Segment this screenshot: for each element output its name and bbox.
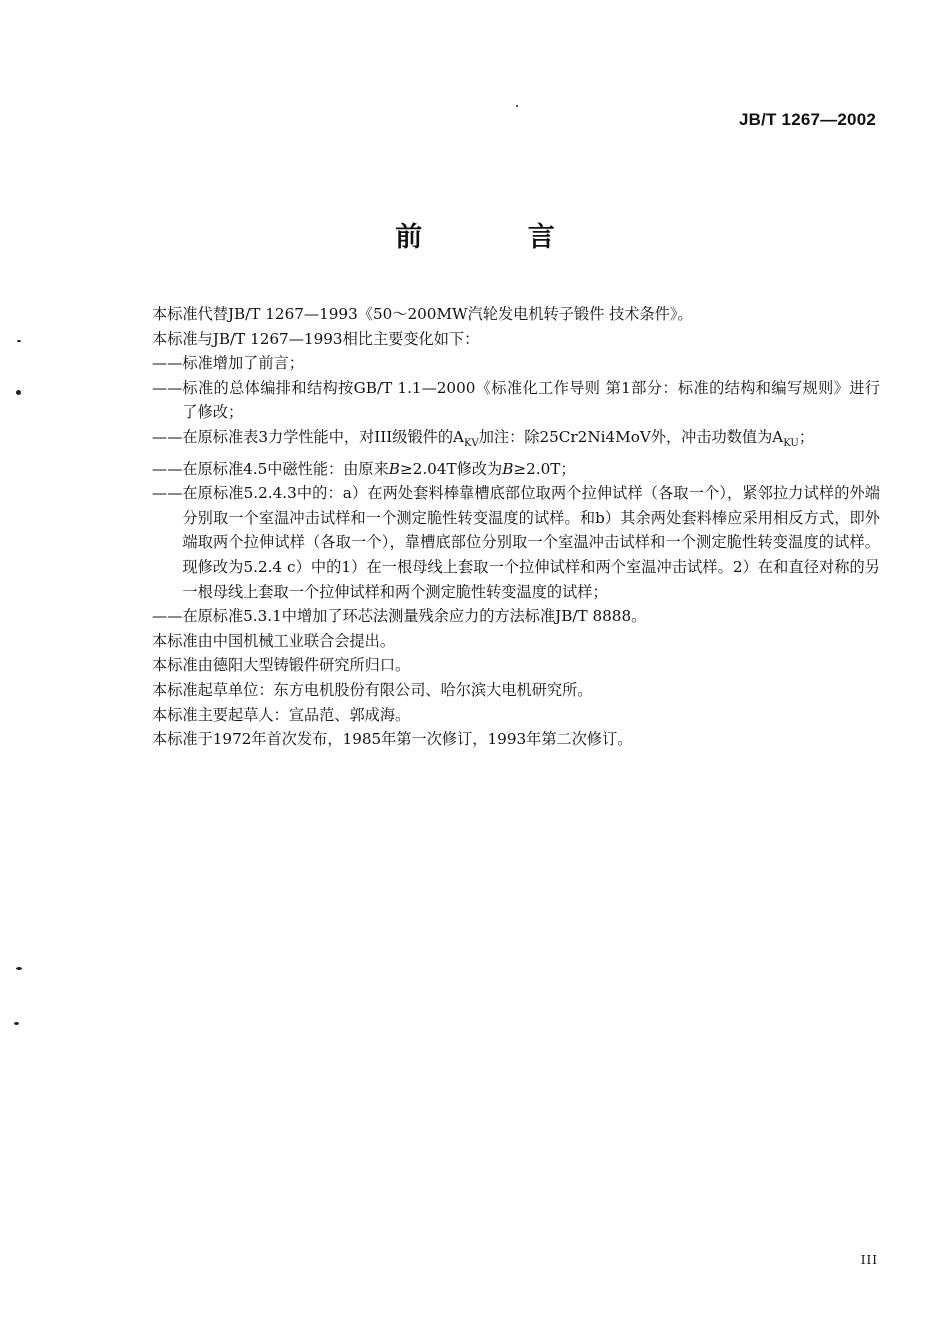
- item-text: 在原标准5.3.1中增加了环芯法测量残余应力的方法标准JB/T 8888。: [182, 607, 647, 626]
- scan-speck: [16, 390, 21, 395]
- page-number: III: [860, 1253, 878, 1267]
- paragraph-proposed-by: 本标准由中国机械工业联合会提出。: [152, 631, 395, 650]
- change-item-5: [152, 481, 880, 604]
- foreword-body: [152, 302, 880, 752]
- item-dash: ——: [152, 484, 183, 503]
- item-text: [182, 425, 880, 457]
- item-text-part: ；: [798, 427, 815, 446]
- change-item-1: [152, 351, 880, 376]
- change-item-2: [152, 376, 880, 425]
- item-text-part: 在原标准4.5中磁性能：由原来: [182, 459, 389, 478]
- item-dash: ——: [152, 459, 183, 478]
- paragraph-drafting-units: 本标准起草单位：东方电机股份有限公司、哈尔滨大电机研究所。: [152, 680, 593, 699]
- subscript-kv: KV: [464, 438, 479, 449]
- paragraph-under-jurisdiction: 本标准由德阳大型铸锻件研究所归口。: [152, 656, 411, 675]
- subscript-ku: KU: [783, 438, 799, 449]
- item-text-part: ≥2.0T；: [513, 459, 576, 478]
- change-item-6: [152, 604, 880, 629]
- page-title: 前 言: [395, 222, 603, 253]
- item-text: [182, 457, 880, 482]
- item-dash: ——: [152, 607, 183, 626]
- scan-speck: [17, 340, 21, 342]
- item-text-part: 在原标准表3力学性能中，对III级锻件的A: [182, 427, 465, 446]
- standard-number: JB/T 1267—2002: [739, 110, 876, 129]
- item-text: 标准的总体编排和结构按GB/T 1.1—2000《标准化工作导则 第1部分：标准的结构和编写规则》进行了修改；: [182, 378, 880, 422]
- scan-speck: [14, 1022, 19, 1025]
- item-text: 标准增加了前言；: [182, 354, 304, 373]
- paragraph-drafters: 本标准主要起草人：宣品范、郭成海。: [152, 705, 411, 724]
- item-text-part: 加注：除25Cr2Ni4MoV外，冲击功数值为A: [478, 427, 784, 446]
- paragraph-replaces: 本标准代替JB/T 1267—1993《50～200MW汽轮发电机转子锻件 技术条件》。: [152, 305, 693, 323]
- item-dash: ——: [152, 378, 183, 397]
- change-item-4: [152, 457, 880, 482]
- scan-speck: [16, 967, 22, 970]
- italic-b: B: [388, 459, 400, 478]
- change-item-3: [152, 425, 880, 457]
- item-text-part: ≥2.04T修改为: [399, 459, 503, 478]
- paragraph-changes-intro: 本标准与JB/T 1267—1993相比主要变化如下：: [152, 329, 480, 348]
- item-dash: ——: [152, 427, 183, 446]
- italic-b: B: [502, 459, 514, 478]
- paragraph-history: 本标准于1972年首次发布，1985年第一次修订，1993年第二次修订。: [152, 730, 633, 749]
- scan-speck: [516, 105, 518, 107]
- item-text: 在原标准5.2.4.3中的：a）在两处套料棒靠槽底部位取两个拉伸试样（各取一个），紧邻拉力试样的外端分别取一个室温冲击试样和一个测定脆性转变温度的试样。和b）其余两处套料棒应采用相反方式，即外端取两个拉伸试样（各取一个），靠槽底部位分别取一个室温冲击试样和一个测定脆性转变温度的试样。现修改为5.2.4 c）中的1）在一根母线上套取一个拉伸试样和两个室温冲击试样。2）在和直径对称的另一根母线上套取一个拉伸试样和两个测定脆性转变温度的试样；: [182, 484, 880, 601]
- item-dash: ——: [152, 354, 183, 373]
